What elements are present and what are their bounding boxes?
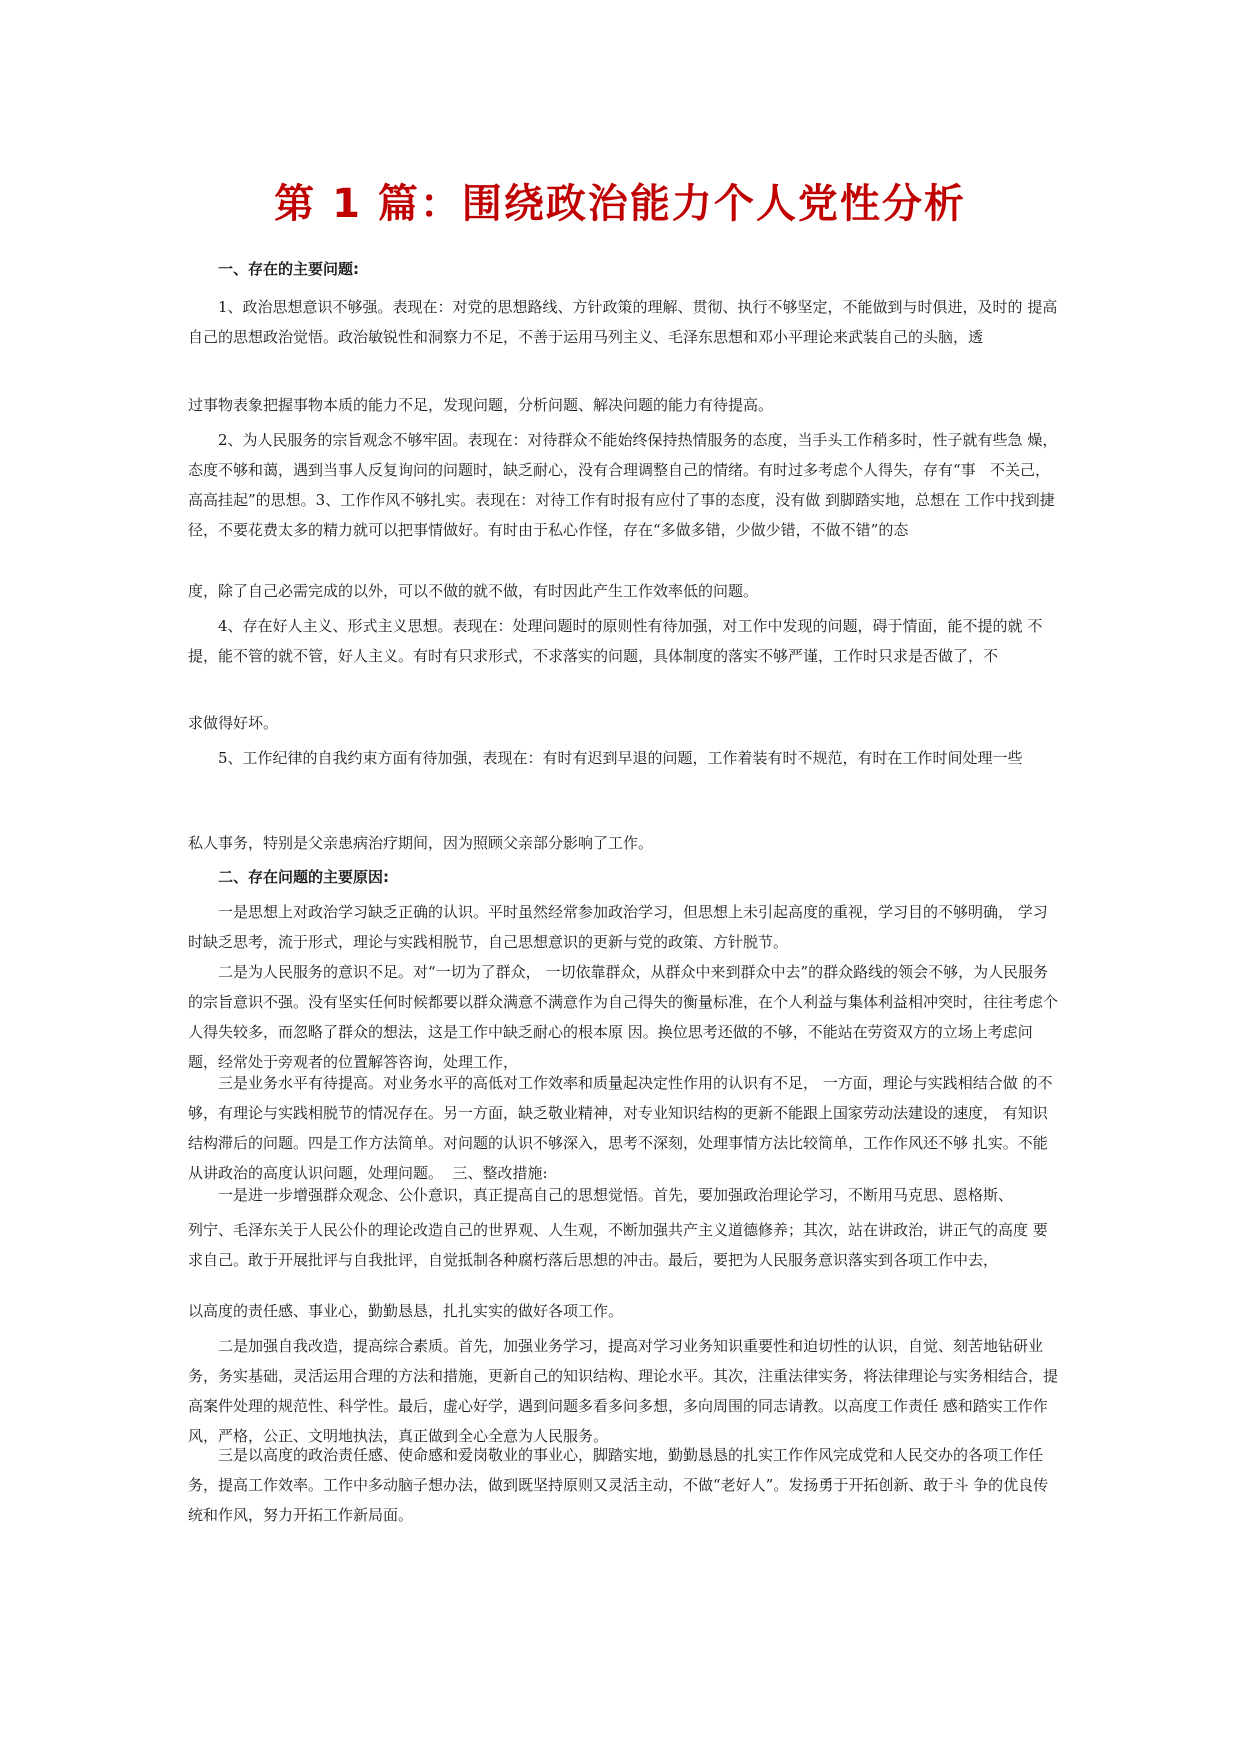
paragraph: 度，除了自己必需完成的以外，可以不做的就不做，有时因此产生工作效率低的问题。 [188, 582, 759, 600]
paragraph: 过事物表象把握事物本质的能力不足，发现问题，分析问题、解决问题的能力有待提高。 [188, 396, 774, 414]
paragraph: 一是思想上对政治学习缺乏正确的认识。平时虽然经常参加政治学习，但思想上未引起高度的重视，学习目的不够明确， 学习时缺乏思考，流于形式，理论与实践相脱节，自己思想意识的更新与党的政策、方针脱节。 [188, 903, 1048, 951]
paragraph: 二是为人民服务的意识不足。对“一切为了群众， 一切依靠群众，从群众中来到群众中去”的群众路线的领会不够，为人民服务的宗旨意识不强。没有坚实任何时候都要以群众满意不满意作为自己得失的衡量标准，在个人利益与集体利益相冲突时，往往考虑个人得失较多，而忽略了群众的想法，这是工作中缺乏耐心的根本原 因。换位思考还做的不够，不能站在劳资双方的立场上考虑问题，经常处于旁观者的位置解答咨询，处理工作， [188, 963, 1059, 1071]
paragraph: 一是进一步增强群众观念、公仆意识，真正提高自己的思想觉悟。首先，要加强政治理论学习，不断用马克思、恩格斯、 [218, 1186, 1014, 1204]
section-heading-causes: 二、存在问题的主要原因: [218, 868, 389, 886]
paragraph: 私人事务，特别是父亲患病治疗期间，因为照顾父亲部分影响了工作。 [188, 834, 654, 852]
document-title: 第 1 篇：围绕政治能力个人党性分析 [274, 181, 966, 227]
paragraph: 5、工作纪律的自我约束方面有待加强，表现在：有时有迟到早退的问题，工作着装有时不规范，有时在工作时间处理一些 [218, 749, 1023, 767]
paragraph: 求做得好坏。 [188, 714, 279, 732]
paragraph: 列宁、毛泽东关于人民公仆的理论改造自己的世界观、人生观，不断加强共产主义道德修养；其次，站在讲政治，讲正气的高度 要求自己。敢于开展批评与自我批评，自觉抵制各种腐朽落后思想的冲击。最后，要把为人民服务意识落实到各项工作中去， [188, 1221, 1048, 1269]
paragraph: 三是以高度的政治责任感、使命感和爱岗敬业的事业心，脚踏实地，勤勤恳恳的扎实工作作风完成党和人民交办的各项工作任务，提高工作效率。工作中多动脑子想办法，做到既坚持原则又灵活主动，不做“老好人”。发扬勇于开拓创新、敢于斗 争的优良传统和作风，努力开拓工作新局面。 [188, 1446, 1049, 1524]
paragraph: 4、存在好人主义、形式主义思想。表现在：处理问题时的原则性有待加强，对工作中发现的问题，碍于情面，能不提的就 不提，能不管的就不管，好人主义。有时有只求形式，不求落实的问题，具体制度的落实不够严谨，工作时只求是否做了，不 [188, 617, 1043, 665]
section-heading-problems: 一、存在的主要问题: [218, 260, 359, 278]
paragraph: 以高度的责任感、事业心，勤勤恳恳，扎扎实实的做好各项工作。 [188, 1302, 624, 1320]
paragraph: 1、政治思想意识不够强。表现在：对党的思想路线、方针政策的理解、贯彻、执行不够坚定，不能做到与时俱进，及时的 提高自己的思想政治觉悟。政治敏锐性和洞察力不足，不善于运用马列主义、毛泽东思想和邓小平理论来武装自己的头脑，透 [188, 298, 1058, 346]
paragraph: 2、为人民服务的宗旨观念不够牢固。表现在：对待群众不能始终保持热情服务的态度，当手头工作稍多时，性子就有些急 燥，态度不够和蔼，遇到当事人反复询问的问题时，缺乏耐心，没有合理调整自己的情绪。有时过多考虑个人得失，存有“事 不关己，高高挂起”的思想。3、工作作风不够扎实。表现在：对待工作有时报有应付了事的态度，没有做 到脚踏实地，总想在 工作中找到捷径，不要花费太多的精力就可以把事情做好。有时由于私心作怪，存在“多做多错，少做少错，不做不错”的态 [188, 431, 1058, 539]
paragraph: 三是业务水平有待提高。对业务水平的高低对工作效率和质量起决定性作用的认识有不足， 一方面，理论与实践相结合做 的不够，有理论与实践相脱节的情况存在。另一方面，缺乏敬业精神，对专业知识结构的更新不能跟上国家劳动法建设的速度， 有知识结构滞后的问题。四是工作方法简单。对问题的认识不够深入，思考不深刻，处理事情方法比较简单，工作作风还不够 扎实。不能从讲政治的高度认识问题，处理问题。 三、整改措施: [188, 1074, 1053, 1182]
paragraph: 二是加强自我改造，提高综合素质。首先，加强业务学习，提高对学习业务知识重要性和迫切性的认识，自觉、刻苦地钻研业务，务实基础，灵活运用合理的方法和措施，更新自己的知识结构、理论水平。其次，注重法律实务，将法律理论与实务相结合，提高案件处理的规范性、科学性。最后，虚心好学，遇到问题多看多问多想，多向周围的同志请教。以高度工作责任 感和踏实工作作风，严格，公正、文明地执法，真正做到全心全意为人民服务。 [188, 1337, 1059, 1445]
